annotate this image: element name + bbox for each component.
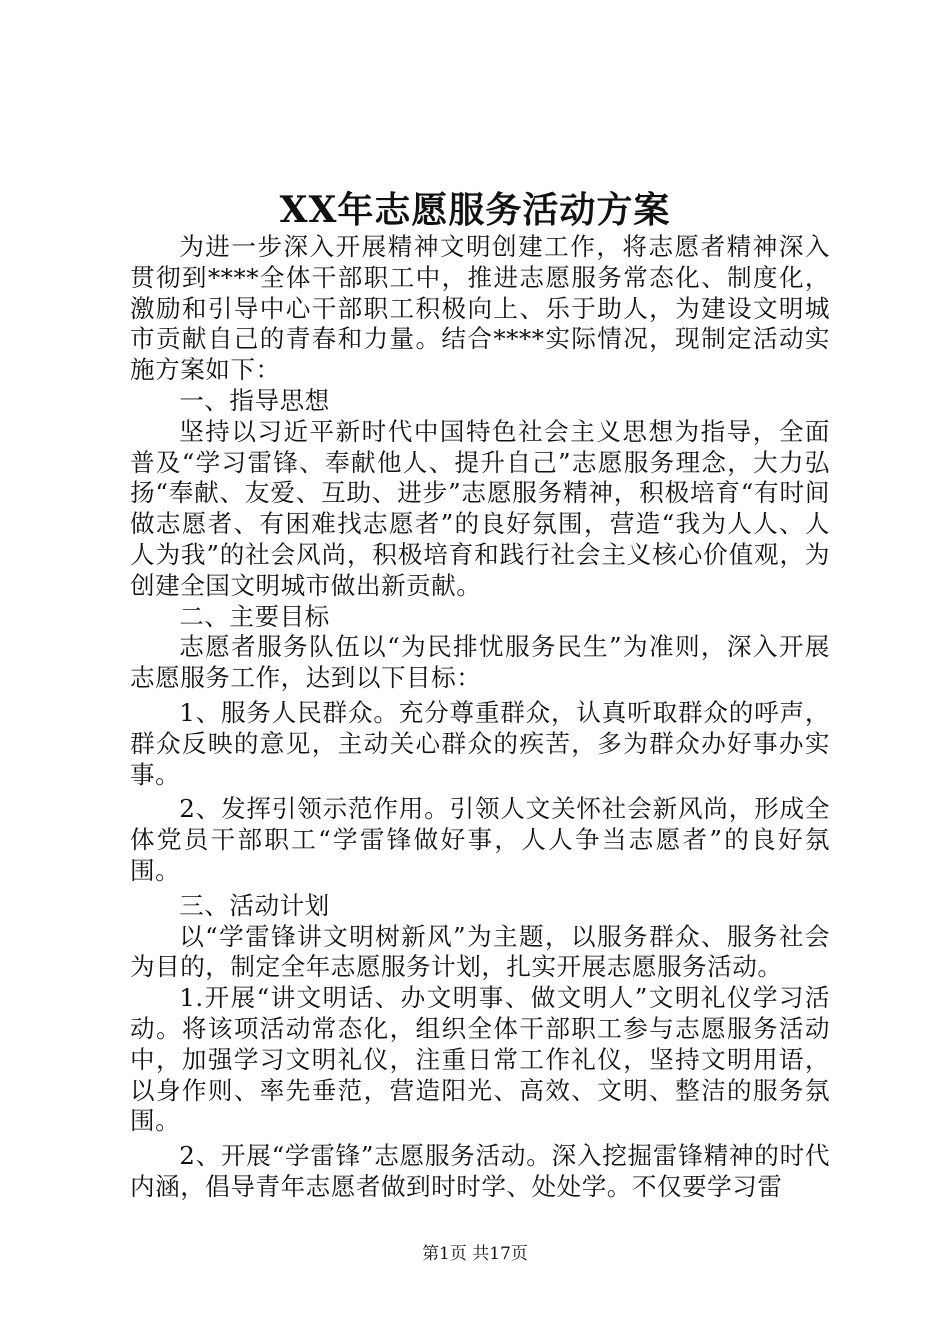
activity-plan-paragraph: 以“学雷锋讲文明树新风”为主题，以服务群众、服务社会为目的，制定全年志愿服务计划，扎实开展志愿服务活动。 [130, 921, 830, 982]
goal-item-1: 1、服务人民群众。充分尊重群众，认真听取群众的呼声，群众反映的意见，主动关心群众的疾苦，多为群众办好事办实事。 [130, 697, 830, 789]
guiding-thought-paragraph: 坚持以习近平新时代中国特色社会主义思想为指导，全面普及“学习雷锋、奉献他人、提升自己”志愿服务理念，大力弘扬“奉献、友爱、互助、进步”志愿服务精神，积极培育“有时间做志愿者、有困难找志愿者”的良好氛围，营造“我为人人、人人为我”的社会风尚，积极培育和践行社会主义核心价值观，为创建全国文明城市做出新贡献。 [130, 416, 830, 600]
document-title: XX年志愿服务活动方案 [279, 189, 671, 231]
page-number-footer: 第1页 共17页 [422, 1244, 528, 1264]
activity-item-2: 2、开展“学雷锋”志愿服务活动。深入挖掘雷锋精神的时代内涵，倡导青年志愿者做到时时学、处处学。不仅要学习雷 [130, 1141, 830, 1201]
section-heading-main-goals: 二、主要目标 [179, 601, 330, 631]
activity-item-1: 1.开展“讲文明话、办文明事、做文明人”文明礼仪学习活动。将该项活动常态化，组织全体干部职工参与志愿服务活动中，加强学习文明礼仪，注重日常工作礼仪，坚持文明用语，以身作则、率先垂范，营造阳光、高效、文明、整洁的服务氛围。 [130, 983, 830, 1136]
goal-item-2: 2、发挥引领示范作用。引领人文关怀社会新风尚，形成全体党员干部职工“学雷锋做好事，人人争当志愿者”的良好氛围。 [130, 794, 830, 885]
section-heading-guiding-thought: 一、指导思想 [179, 385, 330, 415]
intro-paragraph: 为进一步深入开展精神文明创建工作，将志愿者精神深入贯彻到****全体干部职工中，推进志愿服务常态化、制度化，激励和引导中心干部职工积极向上、乐于助人，为建设文明城市贡献自己的青春和力量。结合****实际情况，现制定活动实施方案如下： [130, 232, 830, 385]
section-heading-activity-plan: 三、活动计划 [179, 890, 330, 920]
main-goals-paragraph: 志愿者服务队伍以“为民排忧服务民生”为准则，深入开展志愿服务工作，达到以下目标： [130, 632, 830, 693]
document-body [130, 232, 830, 1203]
